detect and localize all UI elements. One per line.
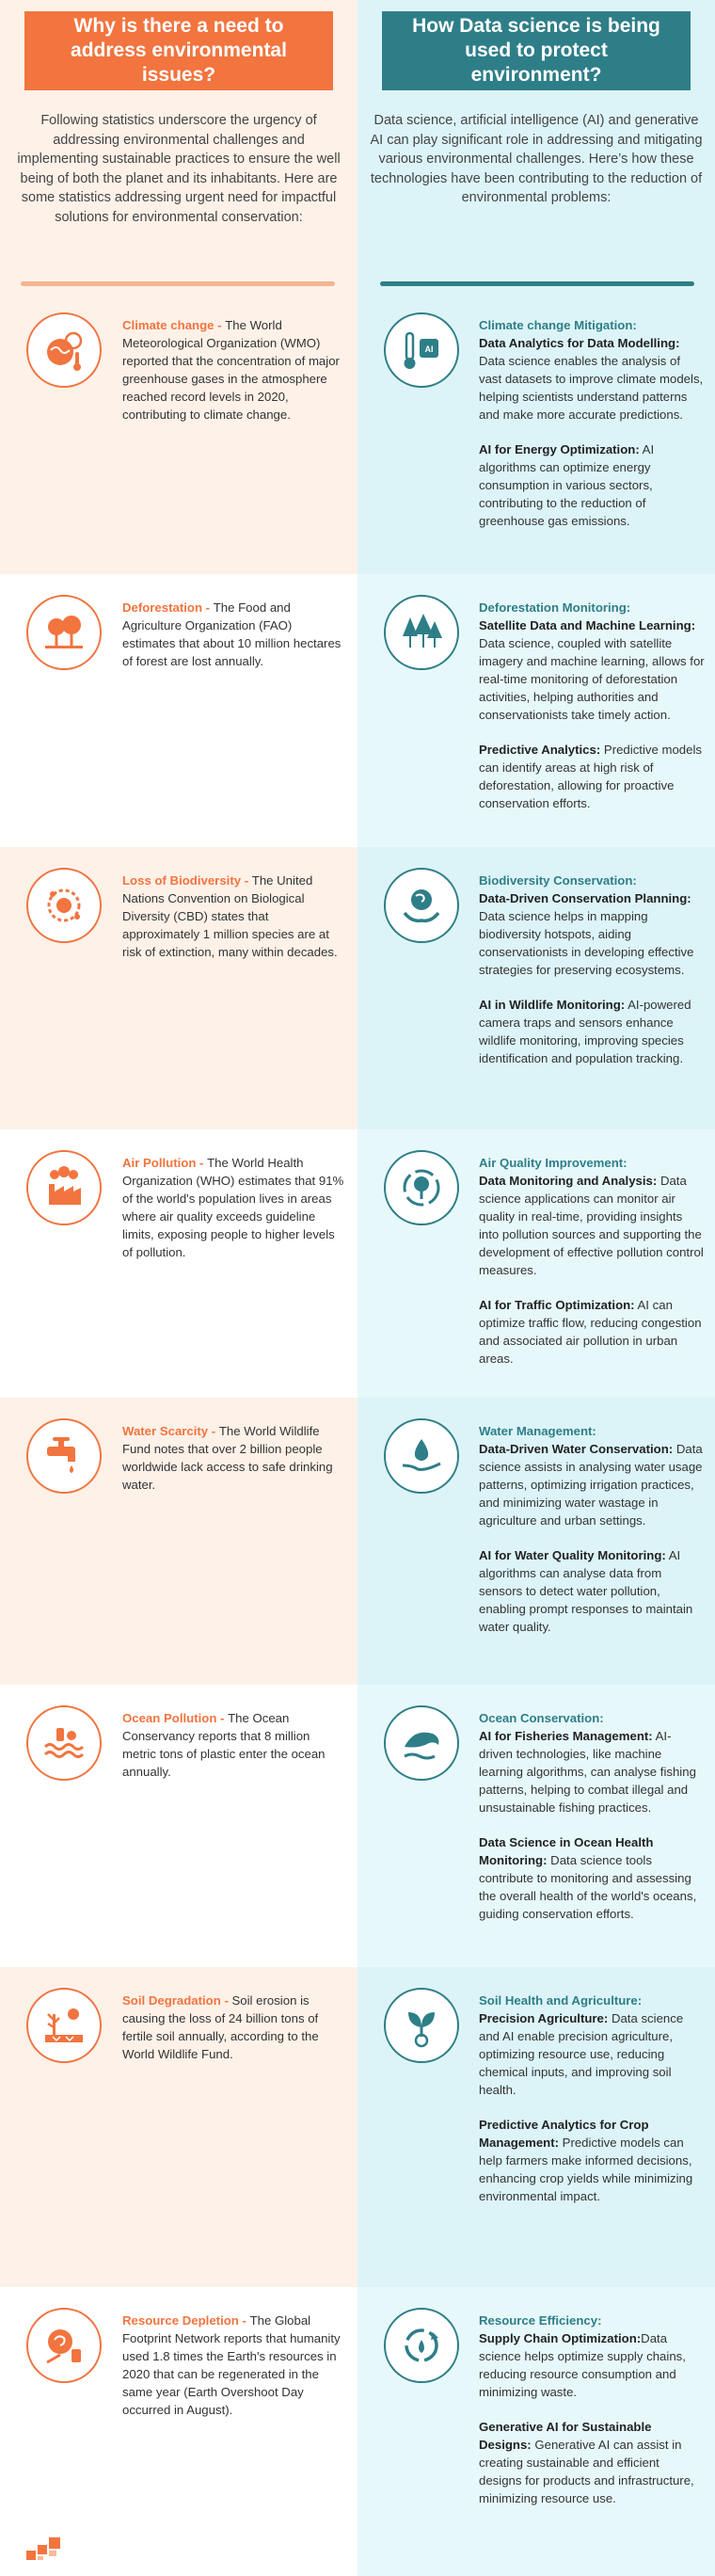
solution-body-2: Predictive models can identify areas at high risk of deforestation, allowing for proactive conservation efforts.	[479, 743, 702, 810]
problem-body: The World Health Organization (WHO) estimates that 91% of the world's population lives in areas where air quality exceeds guideline limits, exposing people to higher levels of pollution.	[122, 1156, 344, 1259]
solution-sub-2: Predictive Analytics:	[479, 743, 601, 757]
solution-body-1: Data science applications can monitor air quality in real-time, providing insights into pollution sources and supporting the development of effective pollution control measures.	[479, 1174, 704, 1277]
factory-icon	[26, 1150, 102, 1225]
ocean-pollution-icon	[26, 1705, 102, 1781]
satellite-forest-icon	[384, 595, 459, 670]
right-divider	[380, 281, 694, 286]
solution-body-2: AI algorithms can analyse data from sensors to detect water pollution, enabling prompt responses to maintain water quality.	[479, 1548, 693, 1634]
solution-text	[479, 1992, 705, 2222]
section-biodiversity	[0, 847, 715, 1129]
solution-text	[479, 316, 705, 547]
solution-body-2: AI can optimize traffic flow, reducing congestion and associated air pollution in urban areas.	[479, 1298, 702, 1366]
problem-label: Water Scarcity -	[122, 1424, 219, 1438]
solution-title: Air Quality Improvement:	[479, 1156, 628, 1170]
solution-sub-1: Supply Chain Optimization:	[479, 2331, 642, 2345]
solution-body-2: Predictive models can help farmers make informed decisions, enhancing crop yields while minimizing environmental impact.	[479, 2136, 693, 2203]
section-ocean-pollution	[0, 1685, 715, 1967]
solution-sub-1: AI for Fisheries Management:	[479, 1729, 653, 1743]
earth-hands-icon	[384, 868, 459, 943]
solution-sub-1: Data-Driven Conservation Planning:	[479, 891, 691, 905]
solution-sub-2: Predictive Analytics for Crop Management:	[479, 2118, 649, 2150]
solution-sub-1: Data-Driven Water Conservation:	[479, 1442, 674, 1456]
problem-text	[122, 1422, 344, 1494]
solution-sub-2: AI for Energy Optimization:	[479, 442, 640, 456]
solution-title: Ocean Conservation:	[479, 1711, 604, 1725]
solution-sub-2: AI for Water Quality Monitoring:	[479, 1548, 666, 1562]
problem-text	[122, 316, 344, 424]
biodiversity-icon	[26, 868, 102, 943]
left-divider	[21, 281, 335, 286]
solution-text	[479, 1709, 705, 1940]
problem-label: Resource Depletion -	[122, 2313, 250, 2328]
problem-text	[122, 599, 344, 670]
problem-label: Climate change -	[122, 318, 226, 332]
problem-label: Loss of Biodiversity -	[122, 873, 252, 888]
solution-body-1: Data science and AI enable precision agriculture, optimizing resource use, reducing chemical inputs, and improving soil health.	[479, 2011, 684, 2097]
right-intro-text: Data science, artificial intelligence (AI) and generative AI can play significant role in addressing and mitigating various environmental challenges. Here’s how these technologies have been contributing to the reduction of environmental problems:	[370, 113, 703, 205]
problem-label: Deforestation -	[122, 600, 214, 615]
solution-sub-2: Data Science in Ocean Health Monitoring:	[479, 1835, 654, 1867]
section-resource-depletion	[0, 2287, 715, 2576]
solution-sub-1: Precision Agriculture:	[479, 2011, 609, 2025]
problem-label: Soil Degradation -	[122, 1993, 232, 2008]
problem-text	[122, 872, 344, 961]
problem-body: The World Meteorological Organization (WMO) reported that the concentration of major greenhouse gases in the atmosphere reached record levels in 2020, contributing to climate change.	[122, 318, 340, 422]
solution-body-2: AI algorithms can optimize energy consumption in various sectors, contributing to the reduction of greenhouse gas emissions.	[479, 442, 655, 528]
problem-label: Ocean Pollution -	[122, 1711, 229, 1725]
solution-sub-1: Data Analytics for Data Modelling:	[479, 336, 680, 350]
solution-sub-2: Generative AI for Sustainable Designs:	[479, 2420, 652, 2452]
solution-text	[479, 599, 705, 829]
solution-title: Water Management:	[479, 1424, 596, 1438]
section-water-scarcity	[0, 1398, 715, 1685]
left-intro-text: Following statistics underscore the urgency of addressing environmental challenges and implementing sustainable practices to ensure the well being of both the planet and its inhabitants. Here are some statistics addressing urgent need for impactful solutions for environmental conservation:	[17, 113, 341, 225]
climate-icon	[26, 312, 102, 388]
tree-cycle-icon	[384, 1150, 459, 1225]
problem-body: The World Wildlife Fund notes that over 2 billion people worldwide lack access to safe drinking water.	[122, 1424, 333, 1492]
problem-label: Air Pollution -	[122, 1156, 208, 1170]
solution-sub-1: Data Monitoring and Analysis:	[479, 1174, 658, 1188]
solution-title: Resource Efficiency:	[479, 2313, 602, 2328]
solution-text	[479, 2312, 705, 2524]
solution-text	[479, 1422, 705, 1653]
problem-body: The Ocean Conservancy reports that 8 million metric tons of plastic enter the ocean annually.	[122, 1711, 326, 1779]
section-air-pollution	[0, 1129, 715, 1398]
problem-text	[122, 1154, 344, 1261]
problem-body: The United Nations Convention on Biological Diversity (CBD) states that approximately 1 million species are at risk of extinction, many within decades.	[122, 873, 338, 959]
left-header-title: Why is there a need to address environmental issues?	[24, 11, 333, 90]
recycle-icon	[384, 2308, 459, 2383]
problem-text	[122, 1709, 344, 1781]
solution-body-1: AI-driven technologies, like machine learning algorithms, can analyse fishing patterns, helping to combat illegal and unsustainable fishing practices.	[479, 1729, 696, 1815]
problem-body: Soil erosion is causing the loss of 24 billion tons of fertile soil annually, according to the World Wildlife Fund.	[122, 1993, 319, 2061]
resource-depletion-icon	[26, 2308, 102, 2383]
water-hand-icon	[384, 1418, 459, 1494]
solution-body-2: AI-powered camera traps and sensors enhance wildlife monitoring, improving species identification and population tracking.	[479, 998, 691, 1065]
solution-title: Biodiversity Conservation:	[479, 873, 637, 888]
solution-body-1: Data science assists in analysing water usage patterns, optimizing irrigation practices, and minimizing water wastage in agriculture and urban settings.	[479, 1442, 703, 1528]
svg-text:AI: AI	[424, 344, 434, 354]
brand-logo-icon	[26, 2534, 68, 2560]
section-soil-degradation	[0, 1967, 715, 2287]
solution-body-2: Data science tools contribute to monitoring and assessing the overall health of the world's oceans, guiding conservation efforts.	[479, 1853, 697, 1921]
solution-sub-2: AI for Traffic Optimization:	[479, 1298, 635, 1312]
solution-body-1: Data science helps in mapping biodiversity hotspots, aiding conservationists in developing effective strategies for preserving ecosystems.	[479, 909, 694, 977]
deforestation-icon	[26, 595, 102, 670]
section-climate-change	[0, 292, 715, 574]
problem-text	[122, 2312, 344, 2419]
solution-body-1: Data science enables the analysis of vast datasets to improve climate models, helping scientists understand patterns and make more accurate predictions.	[479, 354, 704, 422]
plant-sprout-icon	[384, 1988, 459, 2063]
solution-title: Climate change Mitigation:	[479, 318, 637, 332]
solution-title: Deforestation Monitoring:	[479, 600, 631, 615]
solution-body-1: Data science helps optimize supply chains, reducing resource consumption and minimizing waste.	[479, 2331, 686, 2399]
solution-body-2: Generative AI can assist in creating sustainable and efficient designs for products and infrastructure, minimizing resource use.	[479, 2438, 694, 2505]
problem-body: The Global Footprint Network reports that humanity used 1.8 times the Earth's resources in 2020 that can be regenerated in the same year (Earth Overshoot Day occurred in August).	[122, 2313, 341, 2417]
solution-text	[479, 1154, 705, 1384]
dolphin-icon	[384, 1705, 459, 1781]
solution-text	[479, 872, 705, 1084]
thermometer-ai-icon	[384, 312, 459, 388]
problem-text	[122, 1992, 344, 2063]
problem-body: The Food and Agriculture Organization (FAO) estimates that about 10 million hectares of forest are lost annually.	[122, 600, 342, 668]
dry-soil-icon	[26, 1988, 102, 2063]
solution-sub-2: AI in Wildlife Monitoring:	[479, 998, 626, 1012]
solution-title: Soil Health and Agriculture:	[479, 1993, 643, 2008]
right-header-title: How Data science is being used to protect environment?	[382, 11, 691, 90]
section-deforestation	[0, 574, 715, 847]
solution-sub-1: Satellite Data and Machine Learning:	[479, 618, 696, 632]
faucet-icon	[26, 1418, 102, 1494]
solution-body-1: Data science, coupled with satellite imagery and machine learning, allows for real-time monitoring of deforestation activities, helping authorities and conservationists take timely action.	[479, 636, 705, 722]
